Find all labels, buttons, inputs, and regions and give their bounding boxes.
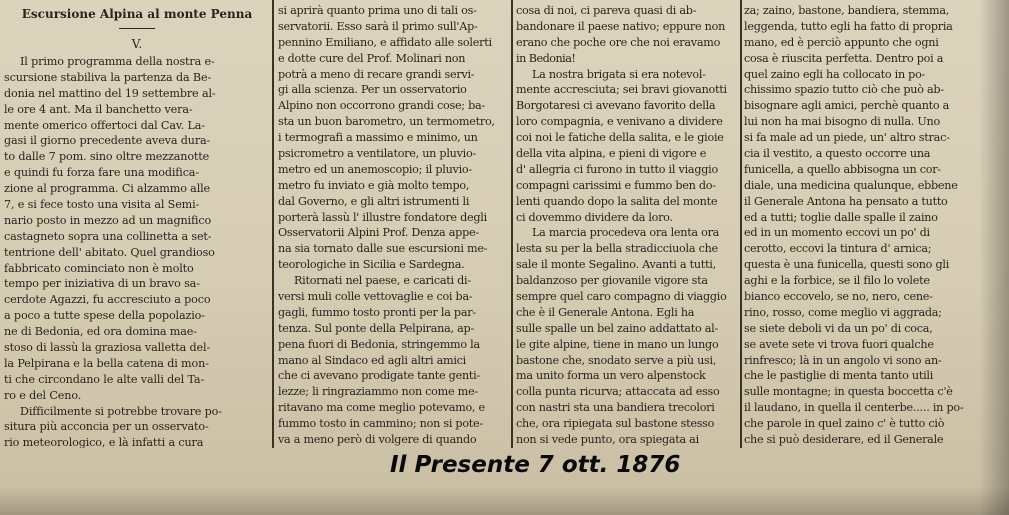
- text-line: bisognare agli amici, perchè quanto a: [744, 99, 950, 113]
- text-line: versi muli colle vettovaglie e coi ba-: [278, 290, 473, 304]
- column-1: [0, 0, 270, 448]
- text-line: zione al programma. Ci alzammo alle: [4, 182, 211, 196]
- text-line: si fa male ad un piede, un' altro strac-: [744, 131, 950, 145]
- text-line: tentrione dell' abitato. Quel grandioso: [4, 245, 215, 259]
- text-line: mano al Sindaco ed agli altri amici: [278, 353, 466, 367]
- text-line: gi alla scienza. Per un osservatorio: [278, 83, 467, 97]
- text-line: il laudano, in quella il centerbe..... in po-: [744, 401, 964, 415]
- text-line: dal Governo, e gli altri istrumenti li: [278, 194, 470, 208]
- text-line: lui non ha mai bisogno di nulla. Uno: [744, 115, 940, 129]
- text-line: sulle spalle un bel zaino addattato al-: [516, 321, 718, 335]
- source-caption: Il Presente 7 ott. 1876: [390, 452, 681, 478]
- text-line: sale il monte Segalino. Avanti a tutti,: [516, 258, 716, 272]
- text-line: scursione stabiliva la partenza da Be-: [4, 70, 212, 84]
- text-line: sta un buon barometro, un termometro,: [278, 115, 495, 129]
- text-line: e quindi fu forza fare una modifica-: [4, 166, 199, 180]
- text-line: bandonare il paese nativo; eppure non: [516, 19, 726, 33]
- text-line: potrà a meno di recare grandi servi-: [278, 67, 475, 81]
- text-line: La marcia procedeva ora lenta ora: [532, 226, 720, 240]
- text-line: questa è una funicella, questi sono gli: [744, 258, 950, 272]
- text-line: pennino Emiliano, e affidato alle solerti: [278, 35, 492, 49]
- text-line: bianco eccovelo, se no, nero, cene-: [744, 290, 933, 304]
- text-line: metro fu inviato e già molto tempo,: [278, 178, 470, 192]
- text-line: che ci avevano prodigate tante genti-: [278, 369, 480, 383]
- text-line: tenza. Sul ponte della Pelpirana, ap-: [278, 321, 474, 335]
- text-line: chissimo spazio tutto ciò che può ab-: [744, 83, 944, 97]
- text-line: cia il vestito, a questo occorre una: [744, 147, 931, 161]
- text-line: cosa di noi, ci pareva quasi di ab-: [516, 4, 697, 17]
- text-line: teorologiche in Sicilia e Sardegna.: [278, 258, 465, 272]
- text-line: Ritornati nel paese, e caricati di-: [294, 274, 471, 288]
- text-line: fummo tosto in cammino; non si pote-: [278, 417, 483, 431]
- section-number: V.: [131, 37, 143, 51]
- text-line: funicella, a quello abbisogna un cor-: [744, 162, 941, 176]
- text-line: che si può desiderare, ed il Generale: [744, 433, 944, 447]
- text-line: baldanzoso per giovanile vigore sta: [516, 274, 708, 288]
- text-line: in Bedonia!: [516, 51, 576, 65]
- text-line: quel zaino egli ha collocato in po-: [744, 67, 926, 81]
- text-line: mente accresciuta; sei bravi giovanotti: [516, 83, 727, 97]
- text-line: 7, e si fece tosto una visita al Semi-: [4, 198, 200, 212]
- text-line: le ore 4 ant. Ma il banchetto vera-: [4, 102, 193, 116]
- text-line: che parole in quel zaino c' è tutto ciò: [744, 417, 945, 431]
- text-line: si aprirà quanto prima uno di tali os-: [278, 4, 477, 17]
- text-line: non si vede punto, ora spiegata ai: [516, 433, 699, 447]
- text-line: Borgotaresi ci avevano favorito della: [516, 99, 716, 113]
- column-4: [744, 0, 976, 448]
- text-line: na sia tornato dalle sue escursioni me-: [278, 242, 488, 256]
- text-line: ed a tutti; toglie dalle spalle il zaino: [744, 210, 938, 224]
- column-3: [516, 0, 738, 448]
- text-line: i termografi a massimo e minimo, un: [278, 131, 478, 145]
- text-line: erano che poche ore che noi eravamo: [516, 35, 721, 49]
- column-rule: [272, 0, 274, 448]
- text-line: le gite alpine, tiene in mano un lungo: [516, 337, 719, 351]
- text-line: che, ora ripiegata sul bastone stesso: [516, 417, 715, 431]
- text-line: Alpino non occorrono grandi cose; ba-: [278, 99, 485, 113]
- column-2: [278, 0, 510, 448]
- paper-shadow: [0, 487, 1009, 515]
- text-line: Difficilmente si potrebbe trovare po-: [20, 404, 222, 418]
- text-line: ci dovemmo dividere da loro.: [516, 210, 673, 224]
- text-line: lesta su per la bella stradicciuola che: [516, 242, 718, 256]
- text-line: mano, ed è perciò appunto che ogni: [744, 35, 939, 49]
- text-line: porterà lassù l' illustre fondatore degli: [278, 210, 487, 224]
- text-line: con nastri sta una bandiera trecolori: [516, 401, 715, 415]
- paper-edge: [979, 0, 1009, 515]
- text-line: ne di Bedonia, ed ora domina mae-: [4, 325, 197, 339]
- text-line: tempo per iniziativa di un bravo sa-: [4, 277, 200, 291]
- text-line: bastone che, snodato serve a più usi,: [516, 353, 717, 367]
- text-line: cerdote Agazzi, fu accresciuto a poco: [4, 293, 211, 307]
- text-line: situra più acconcia per un osservato-: [4, 420, 209, 434]
- text-line: rinfresco; là in un angolo vi sono an-: [744, 353, 942, 367]
- text-line: servatorii. Esso sarà il primo sull'Ap-: [278, 19, 478, 33]
- text-line: che le pastiglie di menta tanto utili: [744, 369, 934, 383]
- text-line: il Generale Antona ha pensato a tutto: [744, 194, 948, 208]
- text-line: La nostra brigata si era notevol-: [532, 67, 706, 81]
- text-line: ma unito forma un vero alpenstock: [516, 369, 706, 383]
- text-line: della vita alpina, e pieni di vigore e: [516, 147, 707, 161]
- text-line: compagni carissimi e fummo ben do-: [516, 178, 716, 192]
- text-line: loro compagnia, e venivano a dividere: [516, 115, 723, 129]
- text-line: sempre quel caro compagno di viaggio: [516, 290, 727, 304]
- text-line: va a meno però di volgere di quando: [278, 433, 477, 447]
- text-line: ed in un momento eccovi un po' di: [744, 226, 930, 240]
- text-line: stoso di lassù la graziosa valletta del-: [4, 341, 211, 355]
- text-line: lenti quando dopo la salita del monte: [516, 194, 718, 208]
- text-line: gasi il giorno precedente aveva dura-: [4, 134, 211, 148]
- column-rule: [740, 0, 742, 448]
- text-line: leggenda, tutto egli ha fatto di propria: [744, 19, 953, 33]
- text-line: za; zaino, bastone, bandiera, stemma,: [744, 4, 950, 17]
- text-line: fabbricato cominciato non è molto: [4, 261, 194, 275]
- text-line: ritavano ma come meglio potevamo, e: [278, 401, 485, 415]
- title-divider: [119, 28, 155, 29]
- text-line: cerotto, eccovi la tintura d' arnica;: [744, 242, 932, 256]
- text-line: metro ed un anemoscopio; il pluvio-: [278, 162, 472, 176]
- text-line: pena fuori di Bedonia, stringemmo la: [278, 337, 480, 351]
- text-line: d' allegria ci furono in tutto il viaggio: [516, 162, 718, 176]
- text-line: la Pelpirana e la bella catena di mon-: [4, 356, 209, 370]
- text-line: se siete deboli vi da un po' di coca,: [744, 321, 933, 335]
- text-line: sulle montagne; in questa boccetta c'è: [744, 385, 953, 399]
- text-line: diale, una medicina qualunque, ebbene: [744, 178, 958, 192]
- text-line: gagli, fummo tosto pronti per la par-: [278, 305, 476, 319]
- text-line: aghi e la forbice, se il filo lo volete: [744, 274, 930, 288]
- text-line: se avete sete vi trova fuori qualche: [744, 337, 934, 351]
- article-title: Escursione Alpina al monte Penna: [21, 7, 253, 21]
- text-line: colla punta ricurva; attaccata ad esso: [516, 385, 720, 399]
- text-line: nario posto in mezzo ad un magnifico: [4, 213, 212, 227]
- text-line: castagneto sopra una collinetta a set-: [4, 229, 212, 243]
- text-line: psicrometro a ventilatore, un pluvio-: [278, 147, 476, 161]
- text-line: a poco a tutte spese della popolazio-: [4, 309, 205, 323]
- text-line: Il primo programma della nostra e-: [20, 55, 215, 68]
- column-rule: [511, 0, 513, 448]
- text-line: rio meteorologico, e là infatti a cura: [4, 436, 204, 448]
- text-line: lezze; li ringraziammo non come me-: [278, 385, 478, 399]
- text-line: Osservatorii Alpini Prof. Denza appe-: [278, 226, 479, 240]
- text-line: coi noi le fatiche della salita, e le gioie: [516, 131, 724, 145]
- text-line: donia nel mattino del 19 settembre al-: [4, 86, 216, 100]
- text-line: to dalle 7 pom. sino oltre mezzanotte: [4, 150, 210, 164]
- text-line: ro e del Ceno.: [4, 388, 82, 402]
- text-line: cosa è riuscita perfetta. Dentro poi a: [744, 51, 944, 65]
- text-line: ti che circondano le alte valli del Ta-: [4, 372, 205, 386]
- text-line: mente omerico offertoci dal Cav. La-: [4, 118, 205, 132]
- text-line: rino, rosso, come meglio vi aggrada;: [744, 305, 942, 319]
- text-line: e dotte cure del Prof. Molinari non: [278, 51, 466, 65]
- text-line: che è il Generale Antona. Egli ha: [516, 305, 695, 319]
